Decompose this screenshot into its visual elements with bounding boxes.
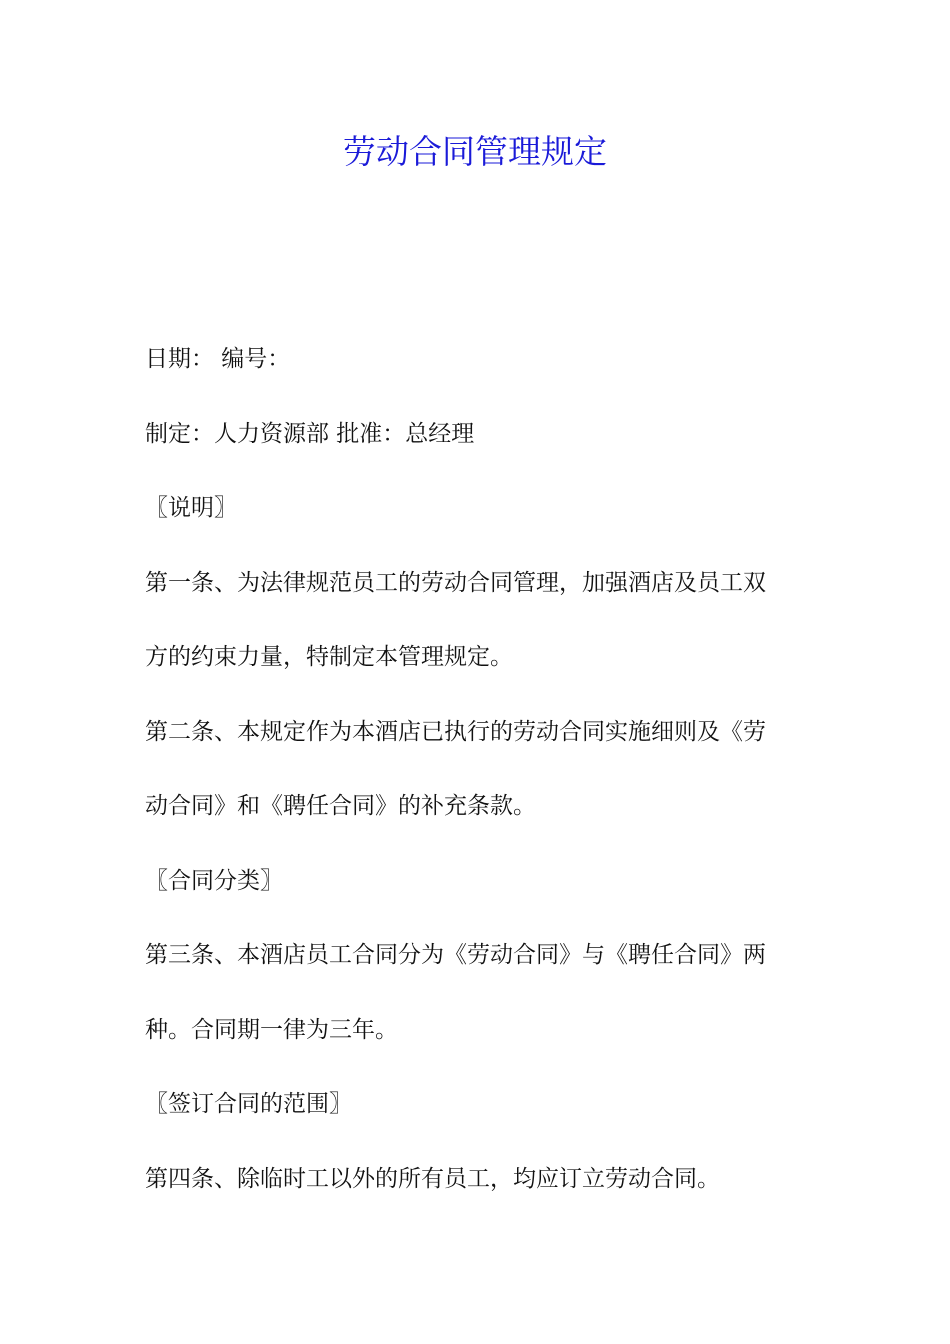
author-approval-line: 制定：人力资源部 批准：总经理 <box>145 421 475 447</box>
article-4-line-1: 第四条、除临时工以外的所有员工，均应订立劳动合同。 <box>145 1166 720 1192</box>
section-heading-signing-scope: 〖签订合同的范围〗 <box>145 1091 352 1117</box>
date-number-line: 日期： 编号： <box>145 346 291 372</box>
article-3-line-1: 第三条、本酒店员工合同分为《劳动合同》与《聘任合同》两 <box>145 942 766 968</box>
article-2-line-1: 第二条、本规定作为本酒店已执行的劳动合同实施细则及《劳 <box>145 719 766 745</box>
document-title: 劳动合同管理规定 <box>343 132 607 171</box>
article-3-line-2: 种。合同期一律为三年。 <box>145 1017 398 1043</box>
section-heading-explanation: 〖说明〗 <box>145 495 237 521</box>
article-2-line-2: 动合同》和《聘任合同》的补充条款。 <box>145 793 536 819</box>
article-1-line-1: 第一条、为法律规范员工的劳动合同管理，加强酒店及员工双 <box>145 570 766 596</box>
article-1-line-2: 方的约束力量，特制定本管理规定。 <box>145 644 513 670</box>
section-heading-contract-types: 〖合同分类〗 <box>145 868 283 894</box>
